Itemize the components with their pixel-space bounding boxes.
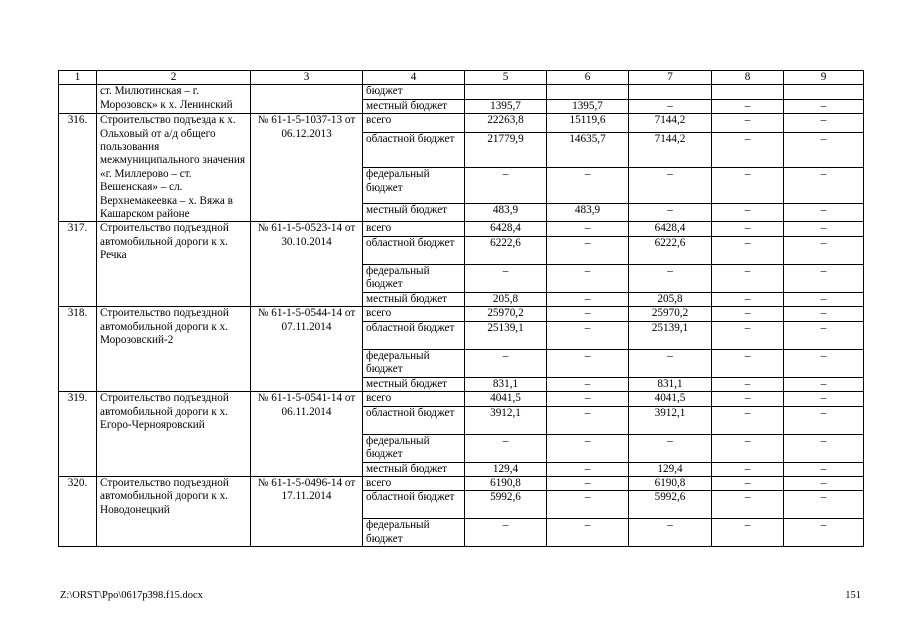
value-cell-col5: 129,4 xyxy=(465,462,547,476)
value-cell-col9: – xyxy=(784,491,864,519)
expertise-number-cell: № 61-1-5-1037-13 от 06.12.2013 xyxy=(251,114,363,222)
value-cell-col5: 25139,1 xyxy=(465,321,547,349)
funding-source-cell: федеральный бюджет xyxy=(363,349,465,377)
value-cell-col7: 25139,1 xyxy=(629,321,712,349)
value-cell-col7: 129,4 xyxy=(629,462,712,476)
value-cell-col7 xyxy=(629,85,712,99)
value-cell-col8: – xyxy=(712,114,784,132)
column-number-row xyxy=(59,71,864,85)
value-cell-col6: – xyxy=(547,236,629,264)
row-number-cell: 318. xyxy=(59,307,97,392)
value-cell-col6: – xyxy=(547,307,629,321)
value-cell-col8: – xyxy=(712,406,784,434)
value-cell-col8: – xyxy=(712,321,784,349)
value-cell-col6: – xyxy=(547,392,629,406)
value-cell-col9: – xyxy=(784,114,864,132)
value-cell-col5: 22263,8 xyxy=(465,114,547,132)
row-number-cell: 319. xyxy=(59,392,97,477)
value-cell-col5: 21779,9 xyxy=(465,132,547,168)
funding-source-cell: областной бюджет xyxy=(363,406,465,434)
object-name-cell: ст. Милютинская – г. Морозовск» к х. Ленинский xyxy=(97,85,251,114)
column-header: 8 xyxy=(712,71,784,85)
value-cell-col8: – xyxy=(712,392,784,406)
funding-source-cell: местный бюджет xyxy=(363,204,465,222)
expertise-number-cell: № 61-1-5-0523-14 от 30.10.2014 xyxy=(251,222,363,307)
funding-source-cell: всего xyxy=(363,222,465,236)
value-cell-col9: – xyxy=(784,392,864,406)
value-cell-col8: – xyxy=(712,132,784,168)
value-cell-col8: – xyxy=(712,264,784,292)
value-cell-col7: – xyxy=(629,519,712,547)
value-cell-col5: 3912,1 xyxy=(465,406,547,434)
value-cell-col9: – xyxy=(784,377,864,391)
object-name-cell: Строительство подъездной автомобильной дороги к х. Речка xyxy=(97,222,251,307)
value-cell-col9: – xyxy=(784,476,864,490)
value-cell-col8: – xyxy=(712,519,784,547)
value-cell-col8: – xyxy=(712,204,784,222)
value-cell-col7: – xyxy=(629,349,712,377)
funding-source-cell: федеральный бюджет xyxy=(363,264,465,292)
value-cell-col6: – xyxy=(547,349,629,377)
value-cell-col5: 1395,7 xyxy=(465,99,547,113)
value-cell-col5: 4041,5 xyxy=(465,392,547,406)
table-row xyxy=(59,222,864,236)
value-cell-col6: 15119,6 xyxy=(547,114,629,132)
value-cell-col5 xyxy=(465,85,547,99)
value-cell-col9: – xyxy=(784,222,864,236)
value-cell-col9: – xyxy=(784,349,864,377)
value-cell-col7: 205,8 xyxy=(629,292,712,306)
value-cell-col5: – xyxy=(465,349,547,377)
table-row xyxy=(59,114,864,132)
table-row xyxy=(59,476,864,490)
value-cell-col5: 6190,8 xyxy=(465,476,547,490)
value-cell-col6: – xyxy=(547,491,629,519)
value-cell-col9 xyxy=(784,85,864,99)
row-number-cell xyxy=(59,85,97,114)
object-name-cell: Строительство подъездной автомобильной дороги к х. Егоро-Чернояровский xyxy=(97,392,251,477)
value-cell-col5: 831,1 xyxy=(465,377,547,391)
column-header: 2 xyxy=(97,71,251,85)
value-cell-col5: 6222,6 xyxy=(465,236,547,264)
value-cell-col8: – xyxy=(712,99,784,113)
value-cell-col6: 483,9 xyxy=(547,204,629,222)
value-cell-col6: – xyxy=(547,292,629,306)
value-cell-col9: – xyxy=(784,264,864,292)
value-cell-col6: 14635,7 xyxy=(547,132,629,168)
value-cell-col8: – xyxy=(712,236,784,264)
value-cell-col9: – xyxy=(784,321,864,349)
value-cell-col6: – xyxy=(547,321,629,349)
value-cell-col7: 7144,2 xyxy=(629,114,712,132)
value-cell-col7: 25970,2 xyxy=(629,307,712,321)
value-cell-col9: – xyxy=(784,307,864,321)
value-cell-col7: 3912,1 xyxy=(629,406,712,434)
value-cell-col8: – xyxy=(712,168,784,204)
funding-source-cell: местный бюджет xyxy=(363,462,465,476)
value-cell-col7: – xyxy=(629,168,712,204)
value-cell-col8: – xyxy=(712,349,784,377)
value-cell-col9: – xyxy=(784,99,864,113)
column-header: 6 xyxy=(547,71,629,85)
value-cell-col6: – xyxy=(547,377,629,391)
budget-table xyxy=(58,70,864,547)
value-cell-col9: – xyxy=(784,434,864,462)
value-cell-col7: – xyxy=(629,264,712,292)
value-cell-col7: 6222,6 xyxy=(629,236,712,264)
value-cell-col6: – xyxy=(547,168,629,204)
funding-source-cell: местный бюджет xyxy=(363,292,465,306)
value-cell-col7: 831,1 xyxy=(629,377,712,391)
value-cell-col9: – xyxy=(784,292,864,306)
funding-source-cell: федеральный бюджет xyxy=(363,168,465,204)
expertise-number-cell: № 61-1-5-0541-14 от 06.11.2014 xyxy=(251,392,363,477)
value-cell-col7: 4041,5 xyxy=(629,392,712,406)
value-cell-col9: – xyxy=(784,168,864,204)
object-name-cell: Строительство подъезда к х. Ольховый от а/д общего пользования межмуниципального значения «г. Миллерово – ст. Вешенская» – сл. Верхнемакеевка – х. Вяжа в Кашарском районе xyxy=(97,114,251,222)
value-cell-col5: – xyxy=(465,434,547,462)
value-cell-col7: 6190,8 xyxy=(629,476,712,490)
value-cell-col5: – xyxy=(465,168,547,204)
value-cell-col8: – xyxy=(712,491,784,519)
table-body xyxy=(59,85,864,547)
expertise-number-cell: № 61-1-5-0544-14 от 07.11.2014 xyxy=(251,307,363,392)
value-cell-col8: – xyxy=(712,222,784,236)
funding-source-cell: областной бюджет xyxy=(363,491,465,519)
row-number-cell: 317. xyxy=(59,222,97,307)
funding-source-cell: всего xyxy=(363,476,465,490)
row-number-cell: 320. xyxy=(59,476,97,546)
value-cell-col8: – xyxy=(712,434,784,462)
value-cell-col8: – xyxy=(712,307,784,321)
value-cell-col5: – xyxy=(465,264,547,292)
value-cell-col9: – xyxy=(784,204,864,222)
funding-source-cell: всего xyxy=(363,392,465,406)
object-name-cell: Строительство подъездной автомобильной дороги к х. Новодонецкий xyxy=(97,476,251,546)
value-cell-col5: – xyxy=(465,519,547,547)
funding-source-cell: федеральный бюджет xyxy=(363,434,465,462)
value-cell-col8: – xyxy=(712,476,784,490)
table-row xyxy=(59,85,864,99)
value-cell-col6: – xyxy=(547,434,629,462)
table-row xyxy=(59,307,864,321)
value-cell-col7: – xyxy=(629,434,712,462)
value-cell-col6: – xyxy=(547,462,629,476)
funding-source-cell: всего xyxy=(363,307,465,321)
value-cell-col9: – xyxy=(784,462,864,476)
value-cell-col8: – xyxy=(712,462,784,476)
value-cell-col7: – xyxy=(629,204,712,222)
value-cell-col5: 5992,6 xyxy=(465,491,547,519)
column-header: 7 xyxy=(629,71,712,85)
value-cell-col5: 25970,2 xyxy=(465,307,547,321)
column-header: 4 xyxy=(363,71,465,85)
page-number: 151 xyxy=(845,590,861,601)
funding-source-cell: областной бюджет xyxy=(363,236,465,264)
column-header: 3 xyxy=(251,71,363,85)
value-cell-col9: – xyxy=(784,519,864,547)
value-cell-col6: – xyxy=(547,222,629,236)
value-cell-col8 xyxy=(712,85,784,99)
expertise-number-cell: № 61-1-5-0496-14 от 17.11.2014 xyxy=(251,476,363,546)
value-cell-col7: – xyxy=(629,99,712,113)
value-cell-col6: – xyxy=(547,476,629,490)
funding-source-cell: местный бюджет xyxy=(363,377,465,391)
funding-source-cell: областной бюджет xyxy=(363,132,465,168)
value-cell-col9: – xyxy=(784,132,864,168)
value-cell-col5: 205,8 xyxy=(465,292,547,306)
footer-file-path: Z:\ORST\Ppo\0617p398.f15.docx xyxy=(60,590,203,601)
value-cell-col9: – xyxy=(784,406,864,434)
value-cell-col7: 6428,4 xyxy=(629,222,712,236)
value-cell-col9: – xyxy=(784,236,864,264)
funding-source-cell: бюджет xyxy=(363,85,465,99)
value-cell-col8: – xyxy=(712,292,784,306)
funding-source-cell: областной бюджет xyxy=(363,321,465,349)
value-cell-col6: – xyxy=(547,264,629,292)
object-name-cell: Строительство подъездной автомобильной дороги к х. Морозовский-2 xyxy=(97,307,251,392)
value-cell-col6: – xyxy=(547,406,629,434)
value-cell-col7: 7144,2 xyxy=(629,132,712,168)
column-header: 1 xyxy=(59,71,97,85)
row-number-cell: 316. xyxy=(59,114,97,222)
column-header: 9 xyxy=(784,71,864,85)
value-cell-col6 xyxy=(547,85,629,99)
value-cell-col5: 6428,4 xyxy=(465,222,547,236)
value-cell-col6: 1395,7 xyxy=(547,99,629,113)
value-cell-col7: 5992,6 xyxy=(629,491,712,519)
table-row xyxy=(59,392,864,406)
value-cell-col8: – xyxy=(712,377,784,391)
column-header: 5 xyxy=(465,71,547,85)
value-cell-col6: – xyxy=(547,519,629,547)
expertise-number-cell xyxy=(251,85,363,114)
funding-source-cell: всего xyxy=(363,114,465,132)
funding-source-cell: местный бюджет xyxy=(363,99,465,113)
value-cell-col5: 483,9 xyxy=(465,204,547,222)
funding-source-cell: федеральный бюджет xyxy=(363,519,465,547)
